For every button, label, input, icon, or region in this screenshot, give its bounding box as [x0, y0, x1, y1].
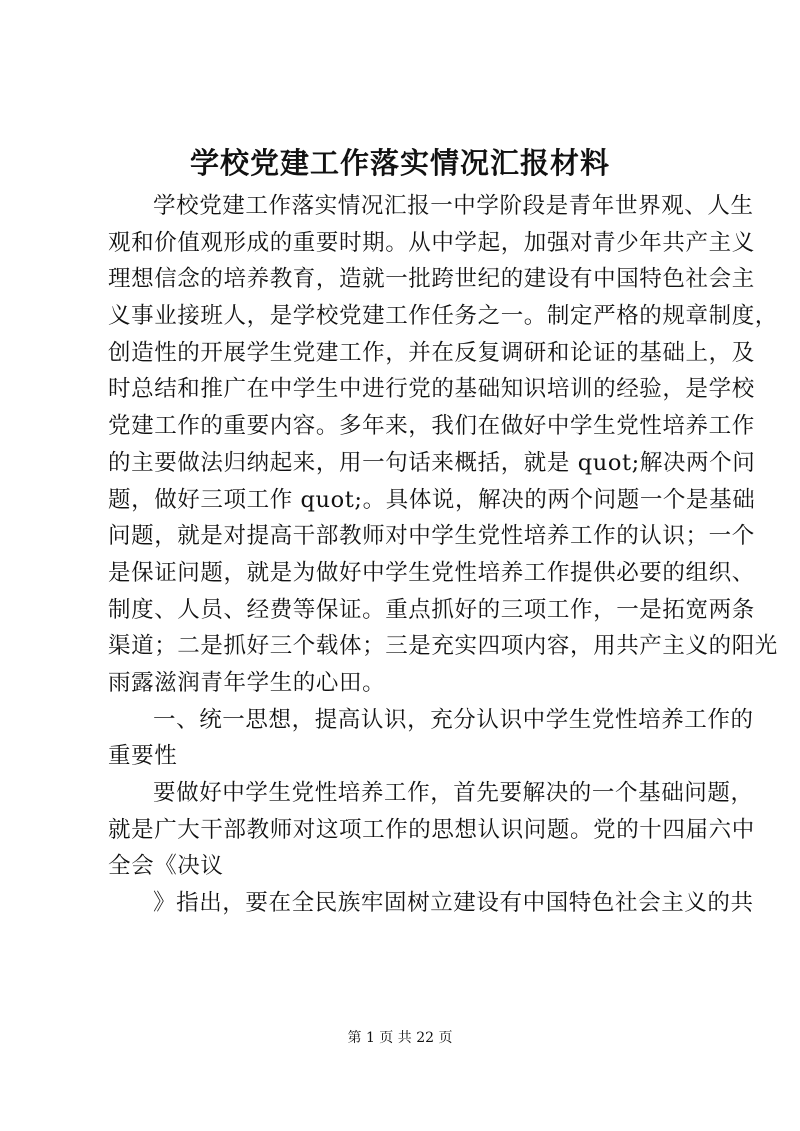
body-line: 时总结和推广在中学生中进行党的基础知识培训的经验，是学校	[108, 376, 755, 403]
body-line: 是保证问题，就是为做好中学生党性培养工作提供必要的组织、	[108, 559, 755, 586]
body-line: 全会《决议	[108, 853, 224, 880]
document-body	[108, 188, 778, 922]
body-line: 就是广大干部教师对这项工作的思想认识问题。党的十四届六中	[108, 816, 755, 843]
body-line: 题，做好三项工作 quot;。具体说，解决的两个问题一个是基础	[108, 486, 756, 513]
body-line: 》指出，要在全民族牢固树立建设有中国特色社会主义的共	[153, 890, 754, 917]
document-title: 学校党建工作落实情况汇报材料	[189, 146, 610, 180]
body-line: 义事业接班人，是学校党建工作任务之一。制定严格的规章制度，	[108, 303, 778, 330]
body-line: 要做好中学生党性培养工作，首先要解决的一个基础问题，	[153, 780, 754, 806]
body-line: 问题，就是对提高干部教师对中学生党性培养工作的认识；一个	[108, 523, 755, 550]
body-line: 党建工作的重要内容。多年来，我们在做好中学生党性培养工作	[108, 413, 755, 440]
body-line: 理想信念的培养教育，造就一批跨世纪的建设有中国特色社会主	[108, 266, 755, 293]
body-line: 雨露滋润青年学生的心田。	[108, 669, 386, 696]
body-line: 制度、人员、经费等保证。重点抓好的三项工作，一是拓宽两条	[108, 596, 755, 623]
section-heading-line: 重要性	[108, 743, 178, 770]
section-heading-line: 一、统一思想，提高认识，充分认识中学生党性培养工作的	[153, 706, 754, 733]
body-line: 的主要做法归纳起来，用一句话来概括，就是 quot;解决两个问	[108, 449, 756, 476]
body-line: 观和价值观形成的重要时期。从中学起，加强对青少年共产主义	[108, 229, 755, 256]
body-line: 渠道；二是抓好三个载体；三是充实四项内容，用共产主义的阳光	[108, 633, 778, 660]
page-number-footer: 第 1 页 共 22 页	[347, 1030, 453, 1046]
body-line: 创造性的开展学生党建工作，并在反复调研和论证的基础上，及	[108, 339, 755, 366]
body-line: 学校党建工作落实情况汇报一中学阶段是青年世界观、人生	[153, 193, 754, 219]
